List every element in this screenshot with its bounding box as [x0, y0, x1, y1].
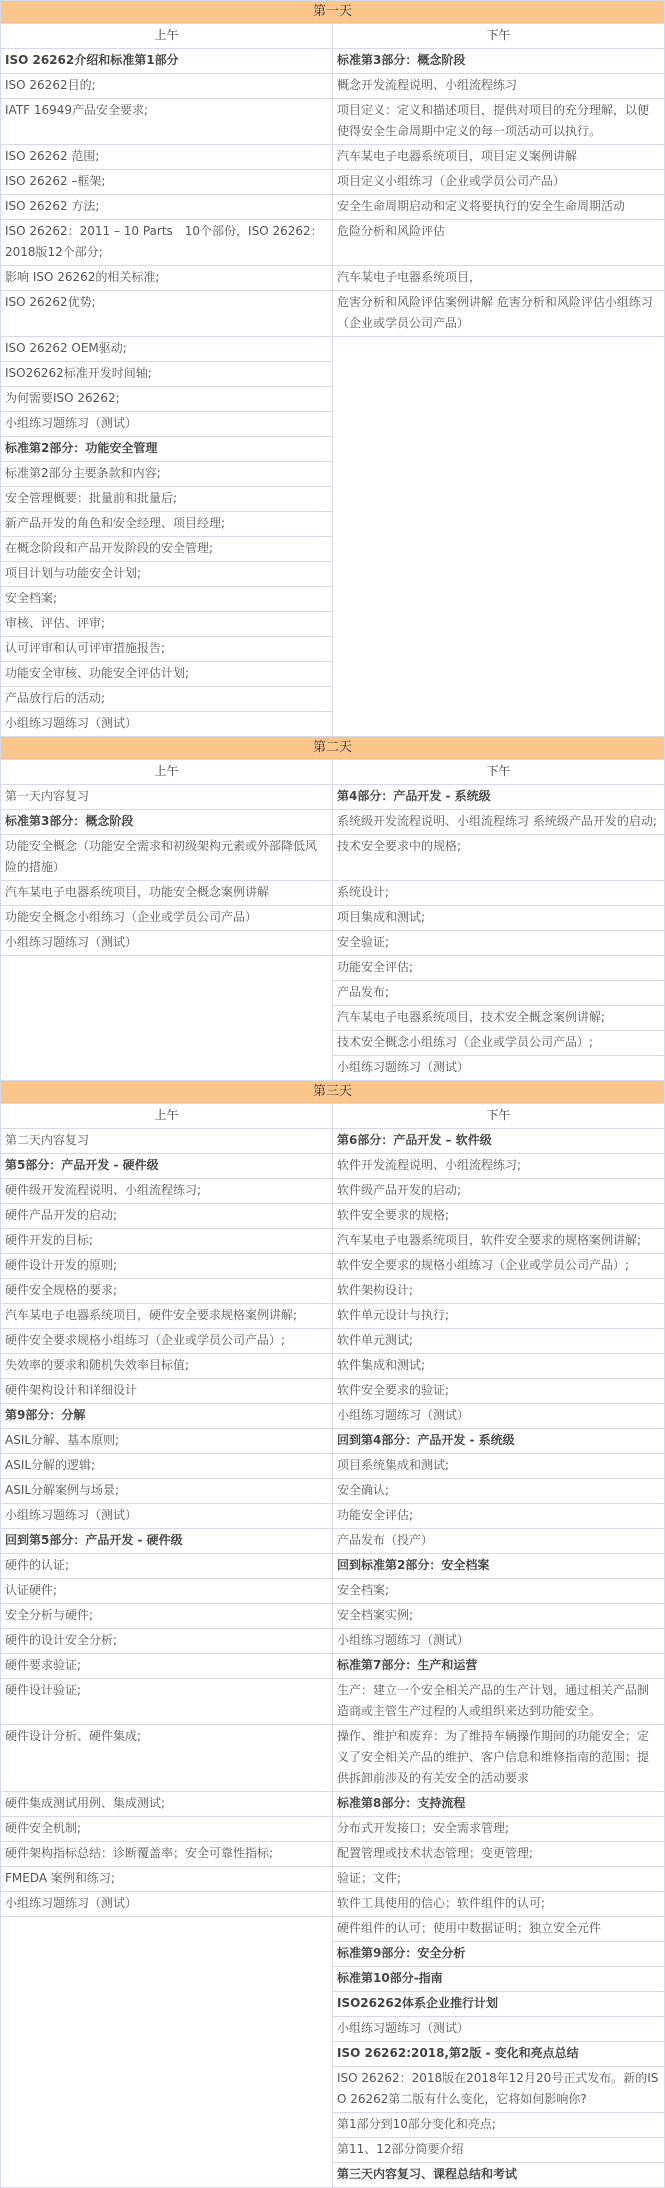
table-row — [1, 956, 665, 981]
table-row — [1, 1329, 665, 1354]
morning-topic: 硬件的认证; — [1, 1554, 333, 1579]
morning-topic: 功能安全概念小组练习（企业或学员公司产品） — [1, 906, 333, 931]
morning-topic: 第二天内容复习 — [1, 1129, 333, 1154]
morning-topic: 第一天内容复习 — [1, 785, 333, 810]
morning-topic: 硬件设计验证; — [1, 1679, 333, 1725]
morning-topic: 小组练习题练习（测试） — [1, 1504, 333, 1529]
table-row — [1, 220, 665, 266]
morning-topic: ASIL分解案例与场景; — [1, 1479, 333, 1504]
morning-topic: ISO 26262：2011 – 10 Parts 10个部份，ISO 26262：2018版12个部分; — [1, 220, 333, 266]
afternoon-topic: 回到标准第2部分：安全档案 — [333, 1554, 665, 1579]
table-row — [1, 1404, 665, 1429]
table-row — [1, 1604, 665, 1629]
table-row — [1, 1279, 665, 1304]
morning-topic: 标准第2部分：功能安全管理 — [1, 437, 333, 462]
table-row — [1, 1867, 665, 1892]
morning-topic: ISO 26262 OEM驱动; — [1, 337, 333, 362]
table-row — [1, 195, 665, 220]
table-row — [1, 1479, 665, 1504]
morning-topic: ISO26262标准开发时间轴; — [1, 362, 333, 387]
morning-topic: IATF 16949产品安全要求; — [1, 99, 333, 145]
table-row — [1, 170, 665, 195]
morning-topic: 汽车某电子电器系统项目，硬件安全要求规格案例讲解; — [1, 1304, 333, 1329]
afternoon-topic: 汽车某电子电器系统项目，技术安全概念案例讲解; — [333, 1006, 665, 1031]
morning-topic: 功能安全概念（功能安全需求和初级架构元素或外部降低风险的措施） — [1, 835, 333, 881]
table-row — [1, 145, 665, 170]
morning-topic: ISO 26262 –框架; — [1, 170, 333, 195]
table-row — [1, 1629, 665, 1654]
day-header-row — [1, 1, 665, 24]
afternoon-topic: 软件安全要求的验证; — [333, 1379, 665, 1404]
morning-topic: 项目计划与功能安全计划; — [1, 562, 333, 587]
morning-topic: ISO 26262 范围; — [1, 145, 333, 170]
morning-topic: ISO 26262优势; — [1, 291, 333, 337]
afternoon-column-header: 下午 — [333, 760, 665, 785]
afternoon-topic: 安全确认; — [333, 1479, 665, 1504]
table-row — [1, 785, 665, 810]
table-row — [1, 1204, 665, 1229]
morning-topic: 硬件开发的目标; — [1, 1229, 333, 1254]
morning-topic: 审核、评估、评审; — [1, 612, 333, 637]
table-row — [1, 810, 665, 835]
table-row — [1, 835, 665, 881]
morning-topic: 认证硬件; — [1, 1579, 333, 1604]
afternoon-topic: 汽车某电子电器系统项目， — [333, 266, 665, 291]
afternoon-topic: 概念开发流程说明、小组流程练习 — [333, 74, 665, 99]
morning-topic: 硬件设计开发的原则; — [1, 1254, 333, 1279]
afternoon-topic: 分布式开发接口；安全需求管理; — [333, 1817, 665, 1842]
table-row — [1, 1429, 665, 1454]
afternoon-topic: 危害分析和风险评估案例讲解 危害分析和风险评估小组练习（企业或学员公司产品） — [333, 291, 665, 337]
table-row — [1, 1254, 665, 1279]
morning-column-header: 上午 — [1, 1104, 333, 1129]
afternoon-topic: 小组练习题练习（测试） — [333, 1056, 665, 1081]
afternoon-topic: 软件级产品开发的启动; — [333, 1179, 665, 1204]
morning-topic: 第9部分：分解 — [1, 1404, 333, 1429]
afternoon-topic: 技术安全概念小组练习（企业或学员公司产品）; — [333, 1031, 665, 1056]
morning-topic: 标准第2部分主要条款和内容; — [1, 462, 333, 487]
afternoon-topic: 操作、维护和废弃：为了维持车辆操作期间的功能安全；定义了安全相关产品的维护、客户信息和维修指南的范围；提供拆卸前涉及的有关安全的活动要求 — [333, 1725, 665, 1792]
morning-topic: ASIL分解的逻辑; — [1, 1454, 333, 1479]
morning-topic: ISO 26262目的; — [1, 74, 333, 99]
afternoon-topic: 汽车某电子电器系统项目，项目定义案例讲解 — [333, 145, 665, 170]
morning-topic: FMEDA 案例和练习; — [1, 1867, 333, 1892]
table-row — [1, 1354, 665, 1379]
afternoon-topic: ISO 26262:2018,第2版 - 变化和亮点总结 — [333, 2042, 665, 2067]
morning-topic: 硬件架构设计和详细设计 — [1, 1379, 333, 1404]
morning-topic: 硬件架构指标总结：诊断覆盖率；安全可靠性指标; — [1, 1842, 333, 1867]
afternoon-topic: 安全生命周期启动和定义将要执行的安全生命周期活动 — [333, 195, 665, 220]
afternoon-topic: 项目定义小组练习（企业或学员公司产品） — [333, 170, 665, 195]
day-header-row — [1, 1081, 665, 1104]
afternoon-topic: 功能安全评估; — [333, 1504, 665, 1529]
afternoon-topic: 小组练习题练习（测试） — [333, 2017, 665, 2042]
afternoon-topic: 安全档案; — [333, 1579, 665, 1604]
afternoon-topic: 回到第4部分：产品开发 - 系统级 — [333, 1429, 665, 1454]
morning-topic: 功能安全审核、功能安全评估计划; — [1, 662, 333, 687]
morning-topic: 小组练习题练习（测试） — [1, 1892, 333, 1917]
afternoon-topic: 标准第8部分：支持流程 — [333, 1792, 665, 1817]
schedule-body — [1, 1, 665, 2188]
table-row — [1, 1725, 665, 1792]
table-row — [1, 1654, 665, 1679]
table-row — [1, 291, 665, 337]
morning-topic: 安全分析与硬件; — [1, 1604, 333, 1629]
morning-topic: 产品放行后的活动; — [1, 687, 333, 712]
afternoon-topic: 生产：建立一个安全相关产品的生产计划，通过相关产品制造商或主管生产过程的人或组织来达到功能安全。 — [333, 1679, 665, 1725]
morning-topic: 安全管理概要：批量前和批量后; — [1, 487, 333, 512]
afternoon-topic: 标准第7部分：生产和运营 — [333, 1654, 665, 1679]
afternoon-topic: 软件集成和测试; — [333, 1354, 665, 1379]
morning-topic: 小组练习题练习（测试） — [1, 712, 333, 737]
morning-topic: ISO 26262 方法; — [1, 195, 333, 220]
day-title: 第三天 — [1, 1081, 665, 1104]
table-row — [1, 1842, 665, 1867]
morning-topic: 为何需要ISO 26262; — [1, 387, 333, 412]
afternoon-topic: 第1部分到10部分变化和亮点; — [333, 2113, 665, 2138]
empty-cell — [1, 956, 333, 1081]
table-row — [1, 1579, 665, 1604]
afternoon-topic: 软件单元测试; — [333, 1329, 665, 1354]
table-row — [1, 1892, 665, 1917]
morning-topic: 硬件安全规格的要求; — [1, 1279, 333, 1304]
morning-topic: 硬件产品开发的启动; — [1, 1204, 333, 1229]
afternoon-topic: 软件开发流程说明、小组流程练习; — [333, 1154, 665, 1179]
afternoon-topic: 项目集成和测试; — [333, 906, 665, 931]
morning-topic: 硬件安全要求规格小组练习（企业或学员公司产品）; — [1, 1329, 333, 1354]
afternoon-column-header: 下午 — [333, 1104, 665, 1129]
session-header-row — [1, 24, 665, 49]
morning-topic: 硬件要求验证; — [1, 1654, 333, 1679]
afternoon-topic: 第三天内容复习、课程总结和考试 — [333, 2163, 665, 2188]
day-title: 第一天 — [1, 1, 665, 24]
table-row — [1, 906, 665, 931]
afternoon-topic: 第11、12部分简要介绍 — [333, 2138, 665, 2163]
table-row — [1, 74, 665, 99]
afternoon-topic: 标准第9部分：安全分析 — [333, 1942, 665, 1967]
afternoon-topic: 配置管理或技术状态管理；变更管理; — [333, 1842, 665, 1867]
table-row — [1, 881, 665, 906]
afternoon-topic: 软件工具使用的信心；软件组件的认可; — [333, 1892, 665, 1917]
afternoon-topic: 软件架构设计; — [333, 1279, 665, 1304]
afternoon-topic: 软件单元设计与执行; — [333, 1304, 665, 1329]
afternoon-topic: ISO26262体系企业推行计划 — [333, 1992, 665, 2017]
morning-topic: 硬件设计分析、硬件集成; — [1, 1725, 333, 1792]
afternoon-topic: 第6部分：产品开发 – 软件级 — [333, 1129, 665, 1154]
table-row — [1, 1554, 665, 1579]
morning-topic: 第5部分：产品开发 - 硬件级 — [1, 1154, 333, 1179]
afternoon-topic: 技术安全要求中的规格; — [333, 835, 665, 881]
table-row — [1, 1229, 665, 1254]
morning-topic: 标准第3部分：概念阶段 — [1, 810, 333, 835]
day-title: 第二天 — [1, 737, 665, 760]
table-row — [1, 1917, 665, 1942]
table-row — [1, 1129, 665, 1154]
afternoon-topic: 软件安全要求的规格; — [333, 1204, 665, 1229]
afternoon-topic: 小组练习题练习（测试） — [333, 1404, 665, 1429]
afternoon-topic: 软件安全要求的规格小组练习（企业或学员公司产品）; — [333, 1254, 665, 1279]
table-row — [1, 1792, 665, 1817]
table-row — [1, 1304, 665, 1329]
afternoon-topic: ISO 26262：2018版在2018年12月20号正式发布。新的ISO 26262第二版有什么变化，它将如何影响你? — [333, 2067, 665, 2113]
morning-topic: ASIL分解、基本原则; — [1, 1429, 333, 1454]
afternoon-topic: 第4部分：产品开发 - 系统级 — [333, 785, 665, 810]
table-row — [1, 1154, 665, 1179]
table-row — [1, 1454, 665, 1479]
morning-topic: 在概念阶段和产品开发阶段的安全管理; — [1, 537, 333, 562]
morning-topic: 硬件的设计安全分析; — [1, 1629, 333, 1654]
morning-topic: 认可评审和认可评审措施报告; — [1, 637, 333, 662]
afternoon-topic: 项目定义：定义和描述项目，提供对项目的充分理解，以便使得安全生命周期中定义的每一项活动可以执行。 — [333, 99, 665, 145]
table-row — [1, 49, 665, 74]
morning-topic: ISO 26262介绍和标准第1部分 — [1, 49, 333, 74]
afternoon-topic: 危险分析和风险评估 — [333, 220, 665, 266]
afternoon-topic: 验证；文件; — [333, 1867, 665, 1892]
morning-topic: 汽车某电子电器系统项目，功能安全概念案例讲解 — [1, 881, 333, 906]
afternoon-topic: 项目系统集成和测试; — [333, 1454, 665, 1479]
table-row — [1, 337, 665, 362]
table-row — [1, 1679, 665, 1725]
table-row — [1, 1379, 665, 1404]
day-header-row — [1, 737, 665, 760]
afternoon-topic: 系统级开发流程说明、小组流程练习 系统级产品开发的启动; — [333, 810, 665, 835]
morning-topic: 硬件集成测试用例、集成测试; — [1, 1792, 333, 1817]
afternoon-topic: 功能安全评估; — [333, 956, 665, 981]
table-row — [1, 1504, 665, 1529]
table-row — [1, 1179, 665, 1204]
table-row — [1, 99, 665, 145]
morning-topic: 硬件安全机制; — [1, 1817, 333, 1842]
session-header-row — [1, 1104, 665, 1129]
morning-topic: 新产品开发的角色和安全经理、项目经理; — [1, 512, 333, 537]
table-row — [1, 931, 665, 956]
afternoon-topic: 小组练习题练习（测试） — [333, 1629, 665, 1654]
afternoon-topic: 产品发布; — [333, 981, 665, 1006]
table-row — [1, 1817, 665, 1842]
afternoon-column-header: 下午 — [333, 24, 665, 49]
afternoon-topic: 标准第3部分：概念阶段 — [333, 49, 665, 74]
morning-topic: 影响 ISO 26262的相关标准; — [1, 266, 333, 291]
morning-column-header: 上午 — [1, 760, 333, 785]
morning-topic: 硬件级开发流程说明、小组流程练习; — [1, 1179, 333, 1204]
afternoon-topic: 硬件组件的认可；使用中数据证明；独立安全元件 — [333, 1917, 665, 1942]
afternoon-topic: 标准第10部分-指南 — [333, 1967, 665, 1992]
session-header-row — [1, 760, 665, 785]
table-row — [1, 266, 665, 291]
morning-topic: 失效率的要求和随机失效率目标值; — [1, 1354, 333, 1379]
empty-cell — [333, 337, 665, 737]
morning-column-header: 上午 — [1, 24, 333, 49]
morning-topic: 小组练习题练习（测试） — [1, 931, 333, 956]
afternoon-topic: 安全验证; — [333, 931, 665, 956]
table-row — [1, 1529, 665, 1554]
morning-topic: 回到第5部分：产品开发 - 硬件级 — [1, 1529, 333, 1554]
afternoon-topic: 汽车某电子电器系统项目，软件安全要求的规格案例讲解; — [333, 1229, 665, 1254]
afternoon-topic: 产品发布（投产） — [333, 1529, 665, 1554]
morning-topic: 小组练习题练习（测试） — [1, 412, 333, 437]
afternoon-topic: 系统设计; — [333, 881, 665, 906]
morning-topic: 安全档案; — [1, 587, 333, 612]
afternoon-topic: 安全档案实例; — [333, 1604, 665, 1629]
